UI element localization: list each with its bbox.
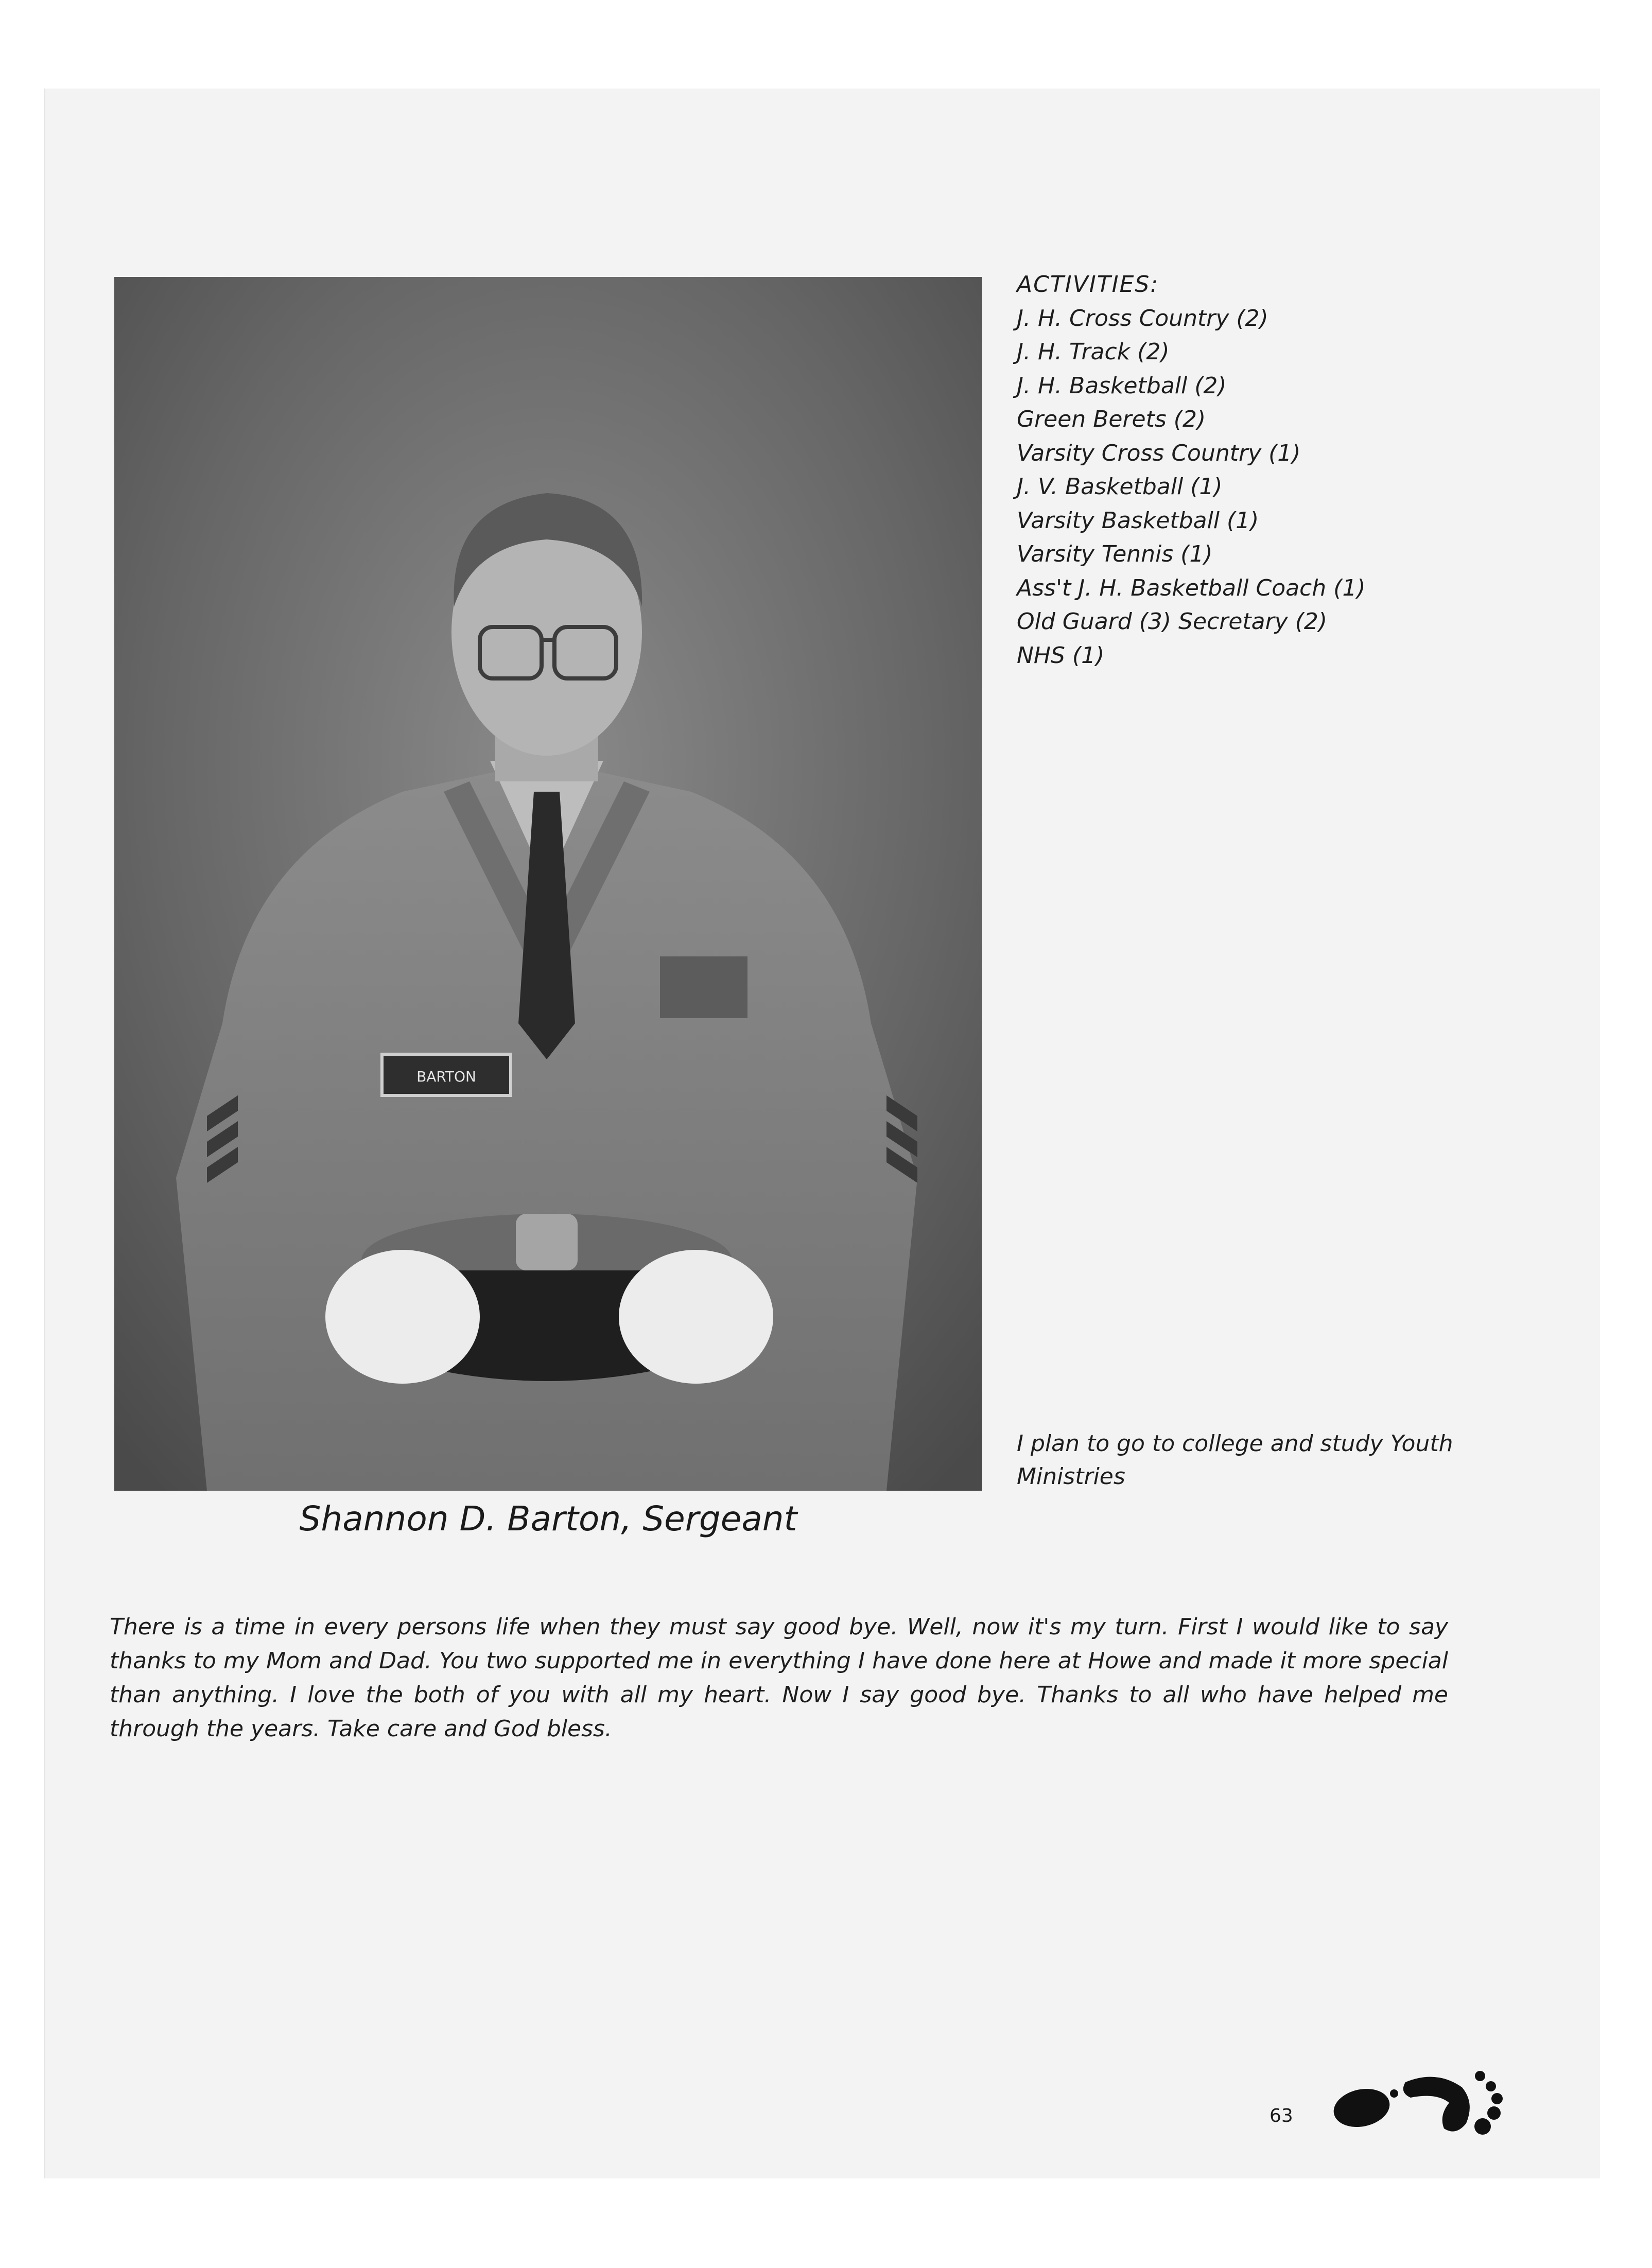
activity-item: J. H. Cross Country (2) — [1017, 305, 1268, 332]
activity-item: J. V. Basketball (1) — [1017, 474, 1223, 500]
nameplate-text: BARTON — [416, 1068, 476, 1085]
activity-item: Green Berets (2) — [1017, 406, 1206, 432]
activity-item: Varsity Cross Country (1) — [1017, 440, 1301, 466]
activity-item: Varsity Basketball (1) — [1017, 507, 1259, 534]
footprints-icon — [1333, 2051, 1519, 2139]
portrait-illustration — [114, 277, 982, 1491]
farewell-message: There is a time in every persons life when they must say good bye. Well, now it's my turn. First I would like to say thanks to my Mom and Dad. You two supported me in everything I have done here at Howe and made it more special than anything. I love the both of you with all my heart. Now I say good bye. Thanks to all who have helped me through the years. Take care and God bless. — [110, 1614, 1448, 1742]
cadet-portrait-photo — [114, 277, 982, 1491]
activity-item: NHS (1) — [1017, 642, 1105, 669]
activity-item: Ass't J. H. Basketball Coach (1) — [1017, 574, 1366, 601]
activity-item: Old Guard (3) Secretary (2) — [1017, 608, 1328, 635]
activities-list — [1017, 268, 1480, 672]
future-plan-text: I plan to go to college and study Youth Ministries — [1017, 1430, 1453, 1490]
page-number: 63 — [1270, 2105, 1293, 2126]
activity-item: J. H. Track (2) — [1017, 339, 1170, 365]
activity-item: J. H. Basketball (2) — [1017, 372, 1227, 399]
activity-item: Varsity Tennis (1) — [1017, 541, 1213, 567]
portrait-caption: Shannon D. Barton, Sergeant — [299, 1499, 797, 1539]
activities-heading: ACTIVITIES: — [1017, 271, 1159, 298]
